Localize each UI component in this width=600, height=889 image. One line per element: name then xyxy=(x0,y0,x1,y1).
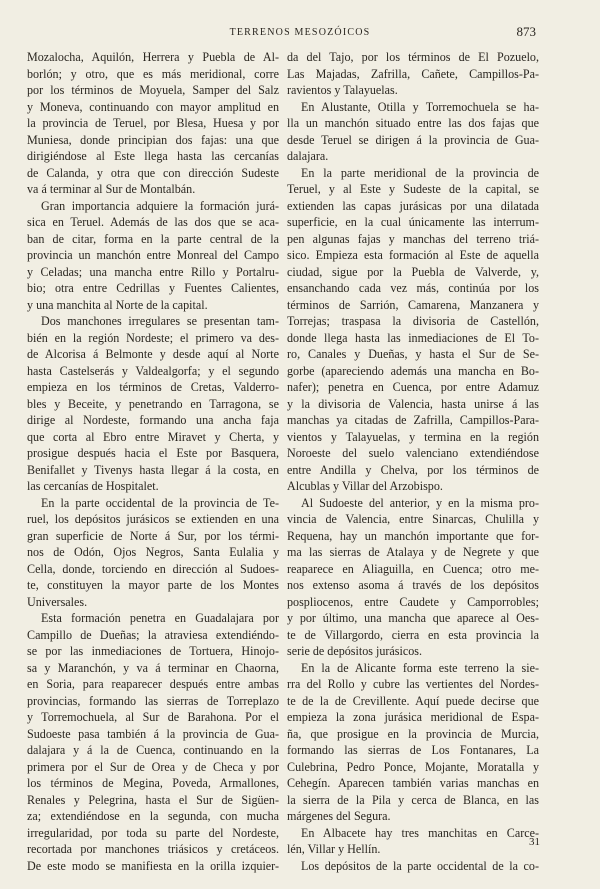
text-line: dalajara y á la de Cuenca, continuando en la xyxy=(27,743,279,757)
text-line: ban de citar, forma en la parte central de la xyxy=(27,231,279,246)
right-column xyxy=(287,49,539,874)
text-line: borlón; y otro, que es más meridional, corre xyxy=(27,66,279,81)
text-line: Campillo de Dueñas; la atraviesa extendiéndo- xyxy=(27,627,279,642)
page-number: 873 xyxy=(516,24,536,39)
text-line: gran superficie de Norte á Sur, por los térmi- xyxy=(27,528,279,543)
text-line: y Celadas; una mancha entre Rillo y Portalru- xyxy=(27,264,279,279)
text-line: irregularidad, por toda su parte del Nordeste, xyxy=(27,825,279,840)
text-line: sica en Teruel. Además de las dos que se aca- xyxy=(27,215,279,229)
text-line: y Moneva, continuando con mayor amplitud en xyxy=(27,99,279,114)
text-line: nafer); penetra en Cuenca, por entre Adamuz xyxy=(287,380,539,394)
text-line: Culebrina, Pedro Ponce, Mojante, Moratalla y xyxy=(287,759,539,774)
text-line: de Calanda, y otra que con dirección Sudeste xyxy=(27,165,279,180)
text-line: las cercanías de Hospitalet. xyxy=(27,479,159,493)
text-line: Universales. xyxy=(27,594,88,609)
text-line: prosigue después hacia el Este por Basquera, xyxy=(27,446,279,460)
text-line: En la parte meridional de la provincia de xyxy=(301,165,539,180)
text-line: za; extendiéndose en la segunda, con mucha xyxy=(27,809,279,823)
text-line: nos de Odón, Ojos Negros, Santa Eulalia y xyxy=(27,545,279,559)
text-line: En Albacete hay tres manchitas en Carce- xyxy=(301,825,539,840)
text-line: extienden las capas jurásicas por una dilatada xyxy=(287,198,539,213)
text-line: pospliocenos, entre Caudete y Camporrobles; xyxy=(287,594,539,609)
text-line: va á terminar al Sur de Montalbán. xyxy=(27,182,196,196)
text-line: se por las inmediaciones de Tortuera, Hinojo- xyxy=(27,644,279,658)
text-line: vientos y Talayuelas, y termina en la región xyxy=(287,429,539,444)
text-line: y Torremochuela, al Sur de Barahona. Por el xyxy=(27,710,279,724)
text-line: la provincia de Teruel, por Blesa, Huesa y por xyxy=(27,116,279,130)
text-line: márgenes del Segura. xyxy=(287,809,391,823)
text-line: vincia de Valencia, entre Sinarcas, Chulilla y xyxy=(287,512,539,526)
text-line: Alcublas y Villar del Arzobispo. xyxy=(287,479,443,493)
text-line: da del Tajo, por los términos de El Pozuelo, xyxy=(287,50,539,64)
text-line: recortada por manchones triásicos y cretáceos. xyxy=(27,842,279,856)
text-line: Al Sudoeste del anterior, y en la misma pro- xyxy=(301,495,539,510)
text-line: ma las sierras de Atalaya y de Negrete y que xyxy=(287,545,539,559)
text-line: En la de Alicante forma este terreno la sie- xyxy=(301,660,539,675)
text-line: te, constituyen la mayor parte de los Montes xyxy=(27,578,279,592)
text-line: en Soria, para reaparecer después entre ambas xyxy=(27,677,279,691)
text-line: lén, Villar y Hellín. xyxy=(287,842,381,856)
text-line: ensanchando cada vez más, continúa por los xyxy=(287,281,539,295)
text-line: rra del Rollo y cubre las vertientes del Nordes- xyxy=(287,677,539,691)
text-line: ruel, los depósitos jurásicos se extienden en una xyxy=(27,512,279,526)
text-line: Los depósitos de la parte occidental de la co- xyxy=(301,858,539,873)
text-line: términos de Sarrión, Camarena, Manzanera y xyxy=(287,297,539,312)
text-line: los términos de Megina, Poveda, Armallones, xyxy=(27,776,279,790)
text-line: donde llega hasta las inmediaciones de El To- xyxy=(287,330,539,345)
text-line: y la divisoria de Valencia, hasta unirse á las xyxy=(287,396,539,411)
text-line: Dos manchones irregulares se presentan tam- xyxy=(41,314,279,328)
text-line: Cella, donde, torciendo en dirección al Sudoes- xyxy=(27,561,279,576)
printer-signature: 31 xyxy=(529,836,540,848)
text-line: de Alcorisa á Belmonte y desde aquí al Norte xyxy=(27,347,279,361)
text-line: gorbe (apareciendo además una mancha en Bo- xyxy=(287,363,539,378)
text-line: ciudad, sigue por la Puebla de Valverde, y, xyxy=(287,264,539,279)
text-line: pen algunas fajas y manchas del terreno triá- xyxy=(287,231,539,246)
text-line: dirige al Nordeste, formando una ancha faja xyxy=(27,413,279,427)
text-line: Mozalocha, Aquilón, Herrera y Puebla de Al- xyxy=(27,50,279,64)
text-line: lla un manchón situado entre las dos fajas que xyxy=(287,116,539,130)
text-line: te de la de Crevillente. Aquí puede decirse que xyxy=(287,693,539,708)
text-line: manchas ya citadas de Zafrilla, Campillos-Para- xyxy=(287,413,539,427)
text-line: sa y Maranchón, y va á terminar en Chaorna, xyxy=(27,660,279,675)
text-line: reaparece en Aliaguilla, en Cuenca; otro me- xyxy=(287,561,539,576)
text-line: y por último, una mancha que aparece al Oes- xyxy=(287,611,539,625)
text-line: sico. Empieza esta formación al Este de aquella xyxy=(287,248,539,262)
text-line: Benifallet y Tivenys hasta llegar á la costa, en xyxy=(27,462,279,477)
text-line: Sudoeste pasa también á la provincia de Gua- xyxy=(27,726,279,741)
text-line: dalajara. xyxy=(287,149,329,163)
text-line: bles y Beceite, y penetrando en Tarragona, se xyxy=(27,396,279,411)
text-line: primera por el Sur de Orea y de Checa y por xyxy=(27,759,279,774)
text-line: Requena, hay un manchón importante que for- xyxy=(287,528,539,543)
text-line: serie de depósitos jurásicos. xyxy=(287,644,423,658)
running-title: TERRENOS MESOZÓICOS xyxy=(229,27,371,38)
text-line: entre Andilla y Chelva, por los términos de xyxy=(287,462,539,477)
text-line: Teruel, y al Este y Sudeste de la capital, se xyxy=(287,182,539,196)
text-line: En Alustante, Otilla y Torremochuela se ha- xyxy=(301,99,539,114)
text-line: empieza en los términos de Cretas, Valderro- xyxy=(27,380,279,394)
text-line: la sierra de la Pila y cerca de Blanca, en las xyxy=(287,792,539,807)
text-line: ro, Canales y Dueñas, y hasta el Sur de Se- xyxy=(287,347,539,361)
text-line: nos extenso asoma á través de los depósitos xyxy=(287,578,539,592)
text-line: por los términos de Moyuela, Samper del Salz xyxy=(27,83,279,97)
text-line: empieza la zona jurásica meridional de Espa- xyxy=(287,710,539,724)
text-line: provincia un manchón entre Monreal del Campo xyxy=(27,248,279,262)
left-column xyxy=(27,49,279,874)
text-line: bio; otra entre Cedrillas y Fuentes Calientes, xyxy=(27,281,279,295)
text-line: dirigiéndose al Este llega hasta las cercanías xyxy=(27,149,279,163)
text-line: te de Villargordo, cierra en esta provincia la xyxy=(287,627,539,642)
text-line: Las Majadas, Zafrilla, Cañete, Campillos-Pa- xyxy=(287,66,539,81)
text-line: bién en la región Nordeste; el primero va des- xyxy=(27,330,279,345)
text-line: Gran importancia adquiere la formación jurá- xyxy=(41,198,279,213)
text-line: y una manchita al Norte de la capital. xyxy=(27,297,208,312)
text-line: Muniesa, donde principian dos fajas: una que xyxy=(27,132,279,147)
text-line: que corta al Ebro entre Miravet y Cherta, y xyxy=(27,429,279,444)
text-line: ravientos y Talayuelas. xyxy=(287,83,398,97)
text-line: superficie, en la cual únicamente las interrum- xyxy=(287,215,539,229)
text-line: Cehegín. Aparecen también varias manchas en xyxy=(287,776,539,790)
text-line: ña, que prosigue en la provincia de Murcia, xyxy=(287,726,539,741)
text-line: En la parte occidental de la provincia de Te- xyxy=(41,495,279,510)
text-line: desde Teruel se dirigen á la provincia de Gua- xyxy=(287,132,539,147)
text-line: Torrejas; traspasa la divisoria de Castellón, xyxy=(287,314,539,328)
text-line: Esta formación penetra en Guadalajara por xyxy=(41,611,279,625)
text-line: Renales y Pelegrina, hasta el Sur de Sigüen- xyxy=(27,792,279,807)
text-line: provincias, formando las sierras de Torreplazo xyxy=(27,693,279,708)
text-line: Noroeste del suelo valenciano extendiéndose xyxy=(287,446,539,460)
text-line: hasta Castelserás y Valdealgorfa; y el segundo xyxy=(27,363,279,378)
text-line: De este modo se manifiesta en la orilla izquier- xyxy=(27,858,279,873)
text-line: formando las sierras de Los Fontanares, La xyxy=(287,743,539,757)
